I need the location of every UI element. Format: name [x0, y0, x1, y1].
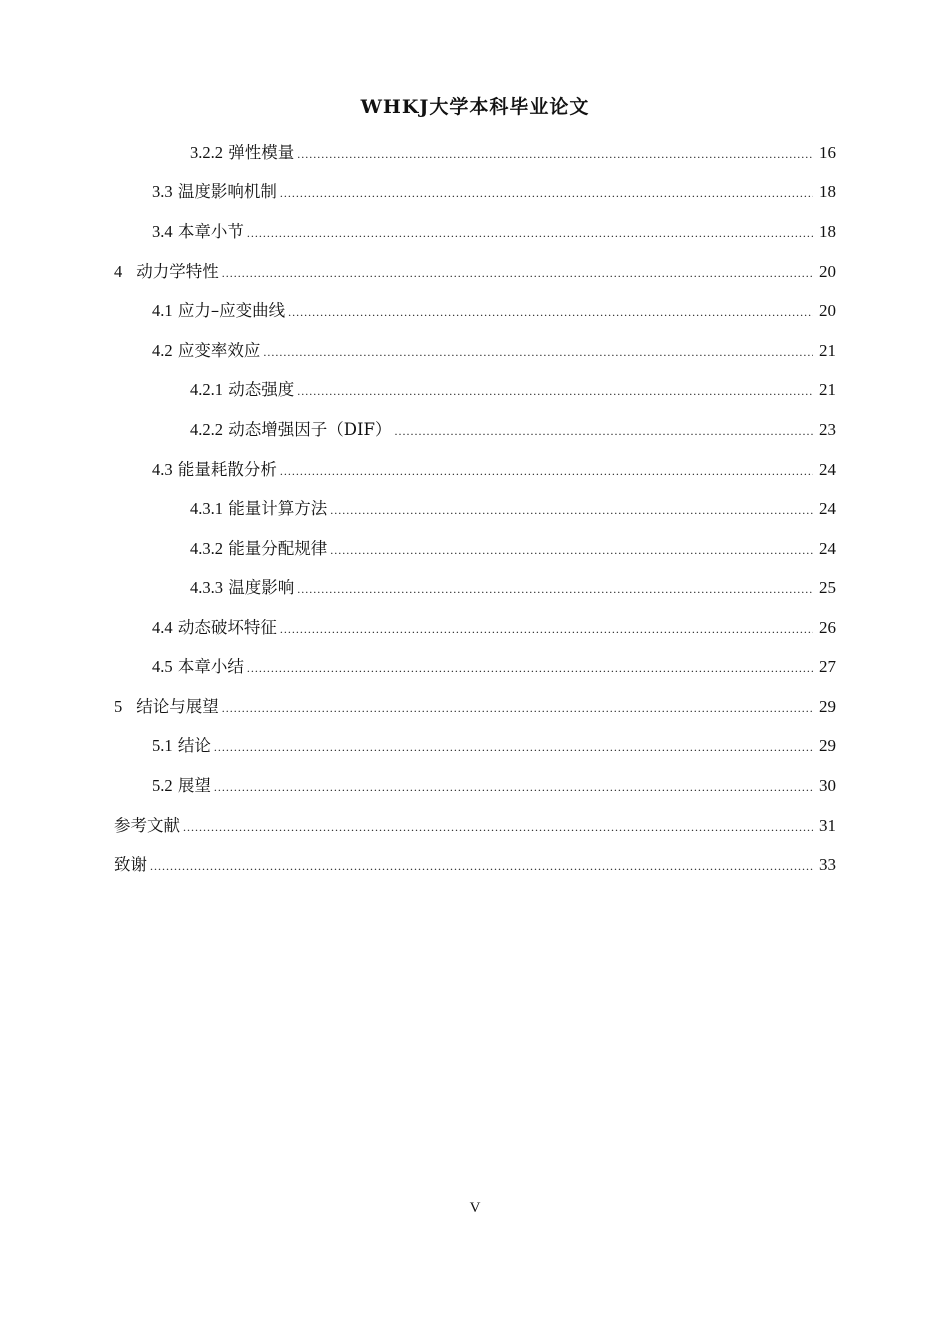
toc-page-number: 33 — [819, 855, 836, 874]
toc-entry-5[interactable] — [114, 695, 836, 719]
toc-entry-number: 4.2.1 — [190, 380, 223, 399]
toc-entry-title: 结论与展望 — [136, 697, 219, 716]
toc-entry-title: 本章小结 — [177, 657, 244, 676]
toc-entry-5-1[interactable] — [152, 734, 836, 758]
toc-entry-4-4[interactable] — [152, 616, 836, 640]
toc-entry-title: 应力–应变曲线 — [177, 301, 286, 320]
toc-entry-title: 参考文献 — [114, 816, 180, 835]
toc-entry-title: 本章小节 — [177, 222, 244, 241]
toc-entry-4-3-3[interactable] — [190, 576, 836, 600]
toc-entry-title: 能量分配规律 — [228, 539, 328, 558]
toc-entry-title: 致谢 — [114, 855, 147, 874]
running-header: WHKJ大学本科毕业论文 — [360, 96, 590, 118]
toc-page-number: 18 — [819, 182, 836, 201]
toc-page-number: 24 — [819, 539, 836, 558]
toc-page-number: 23 — [819, 420, 836, 439]
toc-page-number: 24 — [819, 460, 836, 479]
toc-dot-leader — [280, 181, 813, 205]
toc-entry-4-3-1[interactable] — [190, 497, 836, 521]
toc-page-number: 20 — [819, 262, 836, 281]
toc-entry-4-2-1[interactable] — [190, 378, 836, 402]
toc-entry-number: 3.2.2 — [190, 143, 223, 162]
toc-page-number: 21 — [819, 380, 836, 399]
toc-dot-leader — [330, 538, 813, 562]
toc-entry-number: 4.5 — [152, 657, 173, 676]
toc-entry-title: 展望 — [177, 776, 211, 795]
toc-page-number: 30 — [819, 776, 836, 795]
toc-page-number: 25 — [819, 578, 836, 597]
toc-page-number: 16 — [819, 143, 836, 162]
toc-entry-number: 4 — [114, 262, 123, 281]
toc-page-number: 26 — [819, 618, 836, 637]
toc-dot-leader — [394, 419, 813, 443]
toc-entry-references[interactable] — [114, 814, 836, 838]
toc-page-number: 29 — [819, 736, 836, 755]
toc-entry-title: 温度影响机制 — [177, 182, 277, 201]
toc-entry-number: 4.2 — [152, 341, 173, 360]
toc-dot-leader — [214, 735, 813, 759]
toc-entry-number: 4.3.2 — [190, 539, 223, 558]
toc-entry-3-4[interactable] — [152, 220, 836, 244]
toc-entry-title: 动力学特性 — [136, 262, 219, 281]
toc-entry-acknowledgements[interactable] — [114, 853, 836, 877]
toc-entry-4[interactable] — [114, 260, 836, 284]
toc-page-number: 29 — [819, 697, 836, 716]
toc-dot-leader — [222, 261, 813, 285]
toc-entry-4-2[interactable] — [152, 339, 836, 363]
page-footer-number: V — [469, 1200, 481, 1216]
toc-page-number: 18 — [819, 222, 836, 241]
toc-entry-number: 4.3.3 — [190, 578, 223, 597]
toc-entry-title: 动态增强因子（DIF） — [228, 420, 392, 439]
toc-entry-4-2-2[interactable] — [190, 418, 836, 442]
toc-dot-leader — [297, 379, 813, 403]
toc-entry-number: 4.3 — [152, 460, 173, 479]
toc-entry-number: 4.1 — [152, 301, 173, 320]
toc-entry-number: 5.2 — [152, 776, 173, 795]
toc-dot-leader — [150, 854, 813, 878]
toc-entry-title: 弹性模量 — [228, 143, 295, 162]
toc-entry-number: 3.3 — [152, 182, 173, 201]
toc-dot-leader — [288, 300, 813, 324]
toc-entry-number: 4.4 — [152, 618, 173, 637]
toc-dot-leader — [297, 142, 813, 166]
toc-dot-leader — [222, 696, 813, 720]
toc-entry-number: 5.1 — [152, 736, 173, 755]
toc-dot-leader — [183, 815, 813, 839]
toc-entry-4-1[interactable] — [152, 299, 836, 323]
toc-entry-title: 结论 — [177, 736, 211, 755]
toc-entry-title: 温度影响 — [228, 578, 295, 597]
toc-page-number: 27 — [819, 657, 836, 676]
toc-entry-title: 动态强度 — [228, 380, 295, 399]
toc-entry-4-3[interactable] — [152, 458, 836, 482]
toc-page-number: 24 — [819, 499, 836, 518]
toc-entry-number: 3.4 — [152, 222, 173, 241]
toc-entry-4-3-2[interactable] — [190, 537, 836, 561]
toc-dot-leader — [247, 656, 813, 680]
toc-entry-number: 4.3.1 — [190, 499, 223, 518]
toc-entry-3-3[interactable] — [152, 180, 836, 204]
toc-dot-leader — [330, 498, 813, 522]
toc-entry-title: 动态破坏特征 — [177, 618, 277, 637]
toc-entry-title: 应变率效应 — [177, 341, 261, 360]
toc-dot-leader — [214, 775, 813, 799]
toc-page-number: 31 — [819, 816, 836, 835]
toc-entry-5-2[interactable] — [152, 774, 836, 798]
toc-dot-leader — [263, 340, 813, 364]
toc-dot-leader — [280, 459, 813, 483]
toc-page-number: 20 — [819, 301, 836, 320]
toc-dot-leader — [297, 577, 813, 601]
toc-dot-leader — [280, 617, 813, 641]
toc-entry-4-5[interactable] — [152, 655, 836, 679]
toc-dot-leader — [247, 221, 813, 245]
toc-entry-number: 5 — [114, 697, 123, 716]
toc-entry-3-2-2[interactable] — [190, 141, 836, 165]
toc-entry-title: 能量计算方法 — [228, 499, 328, 518]
toc-entry-title: 能量耗散分析 — [177, 460, 277, 479]
toc-page-number: 21 — [819, 341, 836, 360]
toc-entry-number: 4.2.2 — [190, 420, 223, 439]
